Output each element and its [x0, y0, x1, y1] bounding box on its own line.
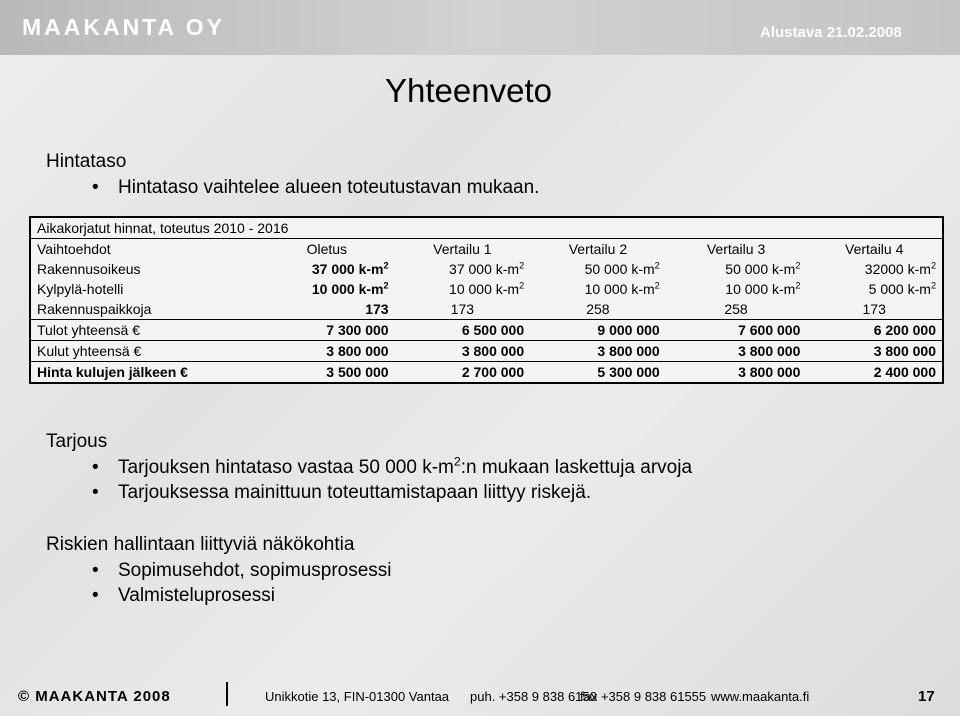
table-cell: 2 700 000 [395, 362, 531, 384]
col-header: Oletus [306, 241, 348, 257]
table-cell: 3 800 000 [530, 341, 666, 362]
table-cell: 10 000 $k-m^2$ [311, 280, 389, 297]
table-row [30, 299, 943, 320]
row-label: Hinta kulujen jälkeen € [30, 362, 259, 384]
row-label: Kylpylä-hotelli [37, 281, 124, 297]
table-header-row [30, 239, 943, 260]
bullet-tarjous-2: • Tarjouksessa mainittuun toteuttamistapaan liittyy riskejä. [92, 482, 592, 503]
table-row [30, 341, 943, 362]
col-header: Vertailu 1 [433, 241, 492, 257]
footer-address: Unikkotie 13, FIN-01300 Vantaa [265, 689, 450, 704]
footer-fax: fax +358 9 838 61555 [580, 689, 707, 704]
table-cell: 173 [862, 301, 886, 317]
table-caption: Aikakorjatut hinnat, toteutus 2010 - 2016 [30, 217, 943, 239]
heading-hintataso: Hintataso [46, 151, 127, 172]
bullet-tarjous-1: • Tarjouksen hintataso vastaa 50 000 $k-m^2:n$ mukaan laskettuja arvoja [92, 454, 693, 478]
footer-logo: © MAAKANTA 2008 [18, 688, 171, 705]
table-cell: 3 800 000 [259, 341, 395, 362]
table-row [30, 320, 943, 341]
heading-riskit: Riskien hallintaan liittyviä näkökohtia [46, 534, 355, 555]
col-header: Vaihtoehdot [37, 241, 111, 257]
table-cell: 7 600 000 [666, 320, 807, 341]
table-cell: 6 200 000 [806, 320, 943, 341]
row-label: Rakennuspaikkoja [37, 301, 152, 317]
table-cell: 173 [450, 301, 475, 317]
bullet-riskit-2: • Valmisteluprosessi [92, 585, 275, 606]
table-cell: 7 300 000 [259, 320, 395, 341]
bullet-riskit-1: • Sopimusehdot, sopimusprosessi [92, 560, 392, 581]
row-label: Kulut yhteensä € [30, 341, 259, 362]
row-label: Tulot yhteensä € [30, 320, 259, 341]
table-row [30, 279, 943, 299]
table-cell: 3 800 000 [395, 341, 531, 362]
table-cell: 50 000 $k-m^2$ [725, 260, 801, 277]
table-cell: 2 400 000 [806, 362, 943, 384]
table-cell: 173 [365, 301, 389, 317]
footer-phone: puh. +358 9 838 6150 [470, 689, 597, 704]
col-header: Vertailu 4 [845, 241, 904, 257]
table-cell: 9 000 000 [530, 320, 666, 341]
page-number: 17 [918, 688, 935, 705]
table-cell: 3 500 000 [259, 362, 395, 384]
table-cell: 5 300 000 [530, 362, 666, 384]
draft-label: Alustava 21.02.2008 [760, 24, 902, 41]
footer-web-link[interactable]: www.maakanta.fi [711, 689, 810, 704]
table-cell: 3 800 000 [666, 341, 807, 362]
price-table [29, 216, 944, 384]
table-cell: 32000 $k-m^2$ [864, 260, 936, 277]
table-cell: 258 [724, 301, 748, 317]
header-bar [0, 0, 960, 55]
table-cell: 37 000 $k-m^2$ [311, 260, 389, 277]
bullet-hintataso: • Hintataso vaihtelee alueen toteutustavan mukaan. [92, 177, 540, 198]
table-cell: 258 [586, 301, 610, 317]
row-label: Rakennusoikeus [37, 261, 141, 277]
footer-divider [226, 682, 228, 706]
table-cell: 3 800 000 [666, 362, 807, 384]
footer [0, 676, 960, 716]
table-cell: 6 500 000 [395, 320, 531, 341]
col-header: Vertailu 2 [568, 241, 628, 257]
table-cell: 10 000 $k-m^2$ [449, 280, 525, 297]
heading-tarjous: Tarjous [46, 431, 108, 452]
table-cell: 10 000 $k-m^2$ [725, 280, 801, 297]
slide-title: Yhteenveto [385, 72, 552, 109]
table-cell: 5 000 $k-m^2$ [868, 280, 936, 297]
table-cell: 37 000 $k-m^2$ [449, 260, 525, 277]
table-row [30, 362, 943, 384]
table-cell: 3 800 000 [806, 341, 943, 362]
company-logo: MAAKANTA OY [22, 14, 225, 40]
table-cell: 50 000 $k-m^2$ [584, 260, 660, 277]
table-row [30, 259, 943, 279]
table-cell: 10 000 $k-m^2$ [584, 280, 660, 297]
col-header: Vertailu 3 [706, 241, 766, 257]
